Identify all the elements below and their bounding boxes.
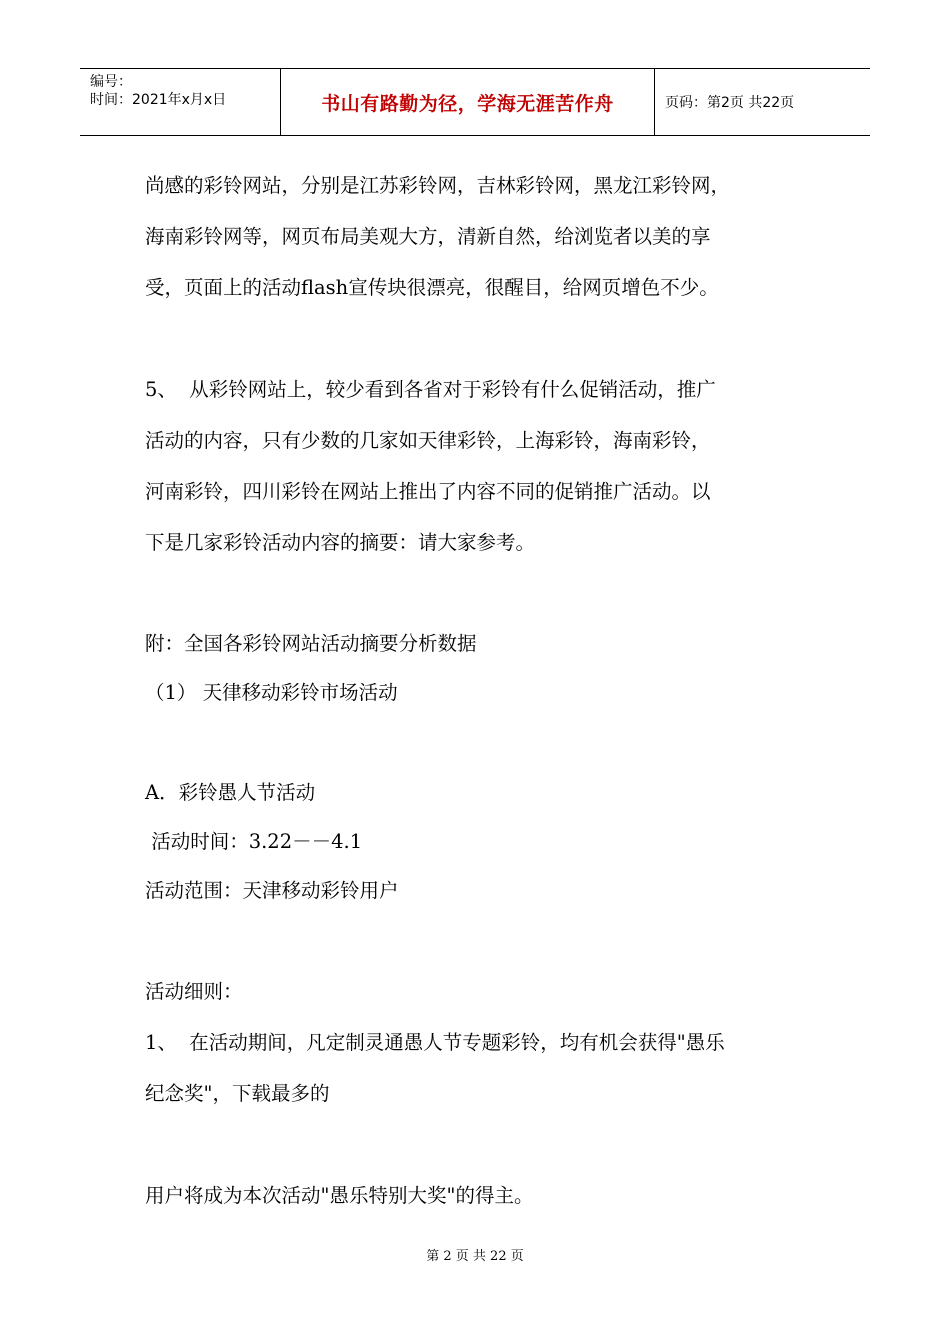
page-footer: 第 2 页 共 22 页 [426,1249,524,1264]
spacer [145,313,810,364]
paragraph-line: 河南彩铃，四川彩铃在网站上推出了内容不同的促销推广活动。以 [145,480,711,503]
header-page-code: 页码：第2页 共22页 [665,95,795,111]
activity-time: 活动时间：3.22－－4.1 [145,830,363,853]
rules-title: 活动细则： [145,980,243,1003]
paragraph-line: 受，页面上的活动flash宣传块很漂亮，很醒目，给网页增色不少。 [145,276,719,299]
paragraph-line: 尚感的彩铃网站，分别是江苏彩铃网，吉林彩铃网，黑龙江彩铃网， [145,174,731,197]
document-body [145,160,810,1221]
spacer [145,568,810,619]
paragraph-line: 活动的内容，只有少数的几家如天律彩铃，上海彩铃，海南彩铃， [145,429,711,452]
paragraph-line: 用户将成为本次活动"愚乐特别大奖"的得主。 [145,1184,534,1207]
header-meta [80,69,281,135]
paragraph-line: 海南彩铃网等，网页布局美观大方，清新自然，给浏览者以美的享 [145,225,711,248]
document-time-label: 时间：2021年x月x日 [90,92,227,108]
paragraph-line: 5、 从彩铃网站上，较少看到各省对于彩铃有什么促销活动，推广 [145,378,716,401]
spacer [145,1119,810,1170]
header-motto: 书山有路勤为径，学海无涯苦作舟 [281,69,655,135]
paragraph-line: 下是几家彩铃活动内容的摘要：请大家参考。 [145,531,536,554]
activity-scope: 活动范围：天津移动彩铃用户 [145,879,399,902]
document-number-label: 编号： [90,74,132,90]
spacer [145,915,810,966]
spacer [145,717,810,768]
section-heading: （1） 天律移动彩铃市场活动 [145,681,398,704]
activity-heading: A．彩铃愚人节活动 [145,781,316,804]
paragraph-line: 1、 在活动期间，凡定制灵通愚人节专题彩铃，均有机会获得"愚乐 [145,1031,725,1054]
page-header [80,68,870,136]
appendix-title: 附：全国各彩铃网站活动摘要分析数据 [145,632,477,655]
paragraph-line: 纪念奖"，下载最多的 [145,1082,330,1105]
